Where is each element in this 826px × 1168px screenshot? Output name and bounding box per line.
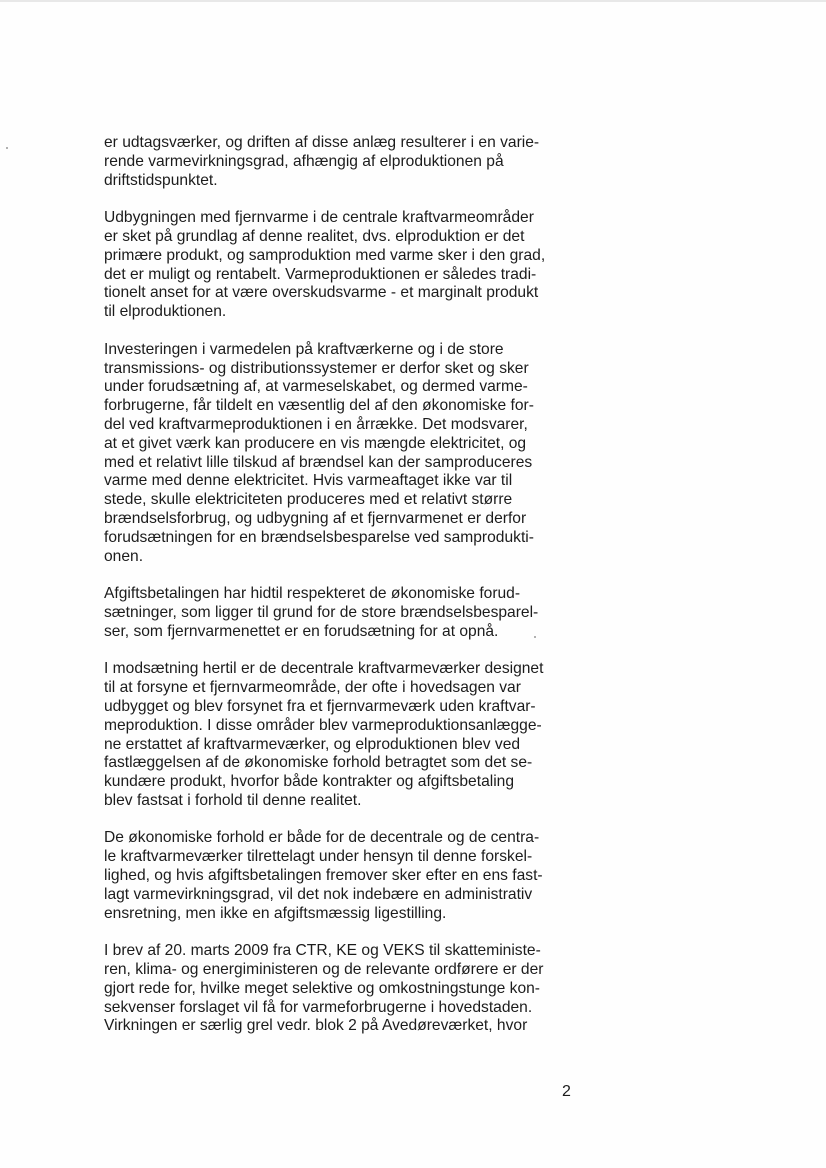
text-line: gjort rede for, hvilke meget selektive og omkostningstunge kon- xyxy=(104,979,540,997)
text-line: fastlæggelsen af de økonomiske forhold betragtet som det se- xyxy=(104,754,533,772)
text-line: Afgiftsbetalingen har hidtil respekteret de økonomiske forud- xyxy=(104,585,521,603)
text-line: forudsætningen for en brændselsbesparelse ved samprodukti- xyxy=(104,528,534,546)
text-line: kundære produkt, hvorfor både kontrakter og afgiftsbetaling xyxy=(104,773,515,791)
text-line: onen. xyxy=(104,547,144,565)
scan-speck xyxy=(6,147,8,149)
text-line: sætninger, som ligger til grund for de store brændselsbesparel- xyxy=(104,603,539,621)
text-line: le kraftvarmeværker tilrettelagt under hensyn til denne forskel- xyxy=(104,848,533,866)
text-line: varme med denne elektricitet. Hvis varmeaftaget ikke var til xyxy=(104,472,513,490)
text-line: er udtagsværker, og driften af disse anlæg resulterer i en varie- xyxy=(104,134,540,151)
text-line: ren, klima- og energiministeren og de relevante ordførere er der xyxy=(104,961,544,979)
text-line: driftstidspunktet. xyxy=(104,171,218,189)
text-line: er sket på grundlag af denne realitet, dvs. elproduktion er det xyxy=(104,227,525,245)
text-line: med et relativt lille tilskud af brændsel kan der samproduceres xyxy=(104,453,533,471)
text-line: lighed, og hvis afgiftsbetalingen fremover sker efter en ens fast- xyxy=(104,867,543,885)
text-line: primære produkt, og samproduktion med varme sker i den grad, xyxy=(104,246,546,264)
text-line: transmissions- og distributionssystemer er derfor sket og sker xyxy=(104,359,529,377)
text-line: I modsætning hertil er de decentrale kraftvarmeværker designet xyxy=(104,660,544,678)
text-line: blev fastsat i forhold til denne realitet. xyxy=(104,791,362,809)
text-line: Virkningen er særlig grel vedr. blok 2 på Avedøreværket, hvor xyxy=(104,1017,528,1035)
text-line: De økonomiske forhold er både for de decentrale og de centra- xyxy=(104,829,540,847)
text-line: under forudsætning af, at varmeselskabet, og dermed varme- xyxy=(104,378,528,396)
text-line: at et givet værk kan producere en vis mængde elektricitet, og xyxy=(104,434,527,452)
scan-speck xyxy=(534,636,536,638)
text-line: Udbygningen med fjernvarme i de centrale kraftvarmeområder xyxy=(104,209,534,227)
paragraph-5 xyxy=(104,660,584,810)
text-line: ensretning, men ikke en afgiftsmæssig ligestilling. xyxy=(104,904,447,922)
text-line: I brev af 20. marts 2009 fra CTR, KE og VEKS til skatteministe- xyxy=(104,942,541,960)
paragraph-7 xyxy=(104,942,584,1036)
text-line: forbrugerne, får tildelt en væsentlig del af den økonomiske for- xyxy=(104,397,534,415)
page-top-edge xyxy=(0,0,826,2)
paragraph-6 xyxy=(104,829,584,923)
paragraph-4 xyxy=(104,585,584,641)
text-line: til elproduktionen. xyxy=(104,303,227,321)
text-line: rende varmevirkningsgrad, afhængig af elproduktionen på xyxy=(104,152,504,170)
text-line: ser, som fjernvarmenettet er en forudsætning for at opnå. xyxy=(104,622,499,640)
text-line: tionelt anset for at være overskudsvarme - et marginalt produkt xyxy=(104,284,539,302)
text-line: lagt varmevirkningsgrad, vil det nok indebære en administrativ xyxy=(104,885,533,903)
paragraph-1 xyxy=(104,134,584,190)
text-line: det er muligt og rentabelt. Varmeproduktionen er således tradi- xyxy=(104,265,537,283)
body-text xyxy=(104,134,584,1055)
text-line: brændselsforbrug, og udbygning af et fjernvarmenet er derfor xyxy=(104,509,527,527)
text-line: Investeringen i varmedelen på kraftværkerne og i de store xyxy=(104,340,504,358)
paragraph-2 xyxy=(104,209,584,322)
page-number: 2 xyxy=(562,1083,571,1100)
text-line: udbygget og blev forsynet fra et fjernvarmeværk uden kraftvar- xyxy=(104,697,536,715)
text-line: del ved kraftvarmeproduktionen i en årrække. Det modsvarer, xyxy=(104,415,528,433)
text-line: stede, skulle elektriciteten produceres med et relativt større xyxy=(104,491,513,509)
paragraph-3 xyxy=(104,341,584,567)
text-line: til at forsyne et fjernvarmeområde, der ofte i hovedsagen var xyxy=(104,679,521,697)
text-line: sekvenser forslaget vil få for varmeforbrugerne i hovedstaden. xyxy=(104,998,533,1016)
text-line: ne erstattet af kraftvarmeværker, og elproduktionen blev ved xyxy=(104,735,521,753)
text-line: meproduktion. I disse områder blev varmeproduktionsanlægge- xyxy=(104,716,542,734)
